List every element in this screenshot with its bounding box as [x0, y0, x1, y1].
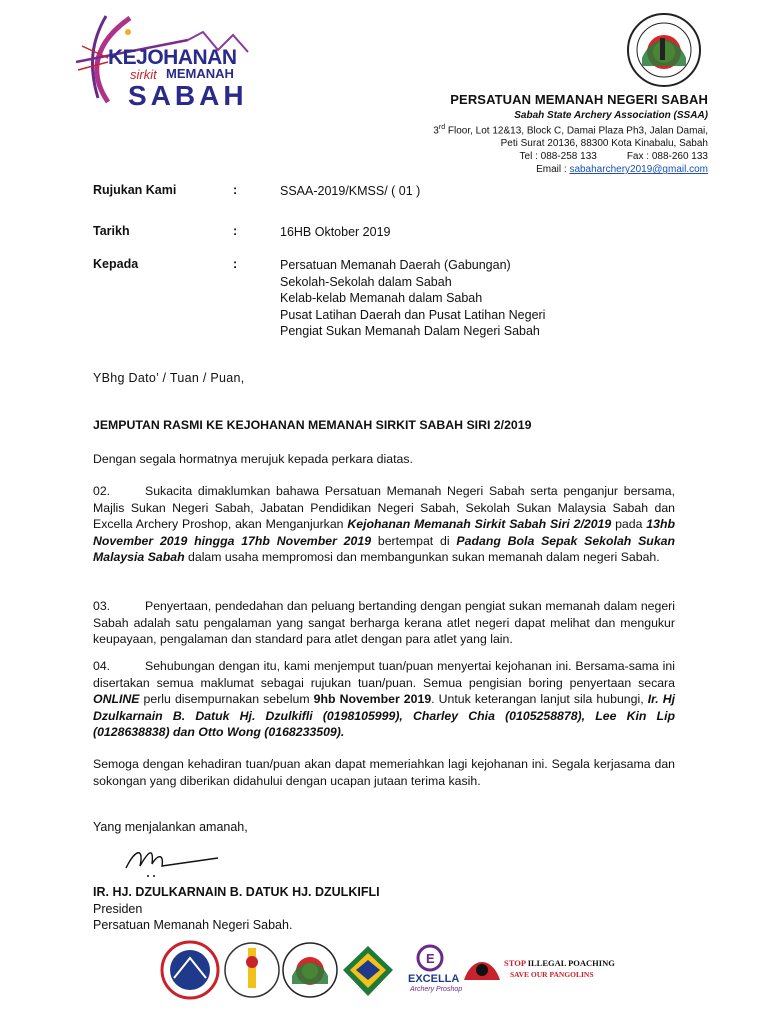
- ref-label: Rujukan Kami: [93, 183, 177, 197]
- org-phone: Tel : 088-258 133 Fax : 088-260 133: [519, 151, 708, 163]
- org-subtitle: Sabah State Archery Association (SSAA): [514, 110, 708, 121]
- closing-paragraph: Semoga dengan kehadiran tuan/puan akan dapat memeriahkan lagi kejohanan ini. Segala kerjasama dan sokongan yang diberikan didahului dengan ucapan jutaan terima kasih.: [93, 757, 675, 788]
- org-name: PERSATUAN MEMANAH NEGERI SABAH: [450, 92, 708, 107]
- seal-icon: [622, 12, 706, 88]
- recipient: Persatuan Memanah Daerah (Gabungan): [280, 258, 511, 272]
- recipient-list: [280, 257, 545, 340]
- sponsor-logos: [160, 940, 620, 1000]
- signer-org: Persatuan Memanah Negeri Sabah.: [93, 918, 293, 932]
- date-value: 16HB Oktober 2019: [280, 225, 391, 239]
- logo-text-memanah: MEMANAH: [166, 66, 234, 81]
- signer-title: Presiden: [93, 901, 143, 916]
- recipient: Kelab-kelab Memanah dalam Sabah: [280, 291, 483, 305]
- org-address-2: Peti Surat 20136, 88300 Kota Kinabalu, Sabah: [500, 138, 708, 150]
- letter-title: JEMPUTAN RASMI KE KEJOHANAN MEMANAH SIRKIT SABAH SIRI 2/2019: [93, 418, 532, 432]
- date-colon: :: [233, 224, 238, 238]
- excella-sub: Archery Proshop: [410, 986, 463, 993]
- svg-text:E: E: [426, 951, 435, 966]
- recipient: Pengiat Sukan Memanah Dalam Negeri Sabah: [280, 324, 540, 338]
- recipient: Pusat Latihan Daerah dan Pusat Latihan Negeri: [280, 307, 546, 322]
- to-label: Kepada: [93, 257, 139, 271]
- date-label: Tarikh: [93, 224, 130, 238]
- org-email: Email : sabaharchery2019@gmail.com: [536, 164, 708, 176]
- ssms-logo-icon: [343, 946, 393, 996]
- signer-block: [93, 884, 380, 934]
- intro-paragraph: Dengan segala hormatnya merujuk kepada perkara diatas.: [93, 452, 413, 466]
- signer-name: IR. HJ. DZULKARNAIN B. DATUK HJ. DZULKIFLI: [93, 885, 380, 899]
- paragraph-03: 03. Penyertaan, pendedahan dan peluang bertanding dengan pengiat sukan memanah dalam negeri Sabah adalah satu pengalaman yang sangat berharga kerana atlet negeri dapat melihat dan mengukur keupayaan, pengalaman dan standard para atlet dengan para atlet yang lain.: [93, 599, 675, 646]
- paragraph-04: 04. Sehubungan dengan itu, kami menjemput tuan/puan menyertai kejohanan ini. Bersama-sama ini disertakan semua maklumat sebagai rujukan tuan/puan. Semua pengisian boring penyertaan secara ONLINE perlu disempurnakan sebelum 9hb November 2019. Untuk keterangan lanjut sila hubungi, Ir. Hj Dzulkarnain B. Datuk Hj. Dzulkifli (0198105999), Charley Chia (0105258878), Lee Kin Lip (0128638838) dan Otto Wong (0168233509).: [93, 659, 675, 739]
- recipient: Sekolah-Sekolah dalam Sabah: [280, 274, 452, 289]
- association-seal: [622, 12, 706, 88]
- org-header: [348, 92, 708, 176]
- logo-text-sabah: SABAH: [128, 80, 248, 111]
- email-link[interactable]: sabaharchery2019@gmail.com: [569, 164, 708, 176]
- ssaa-logo-icon: [283, 943, 337, 997]
- msns-logo-icon: [162, 942, 218, 998]
- jpn-logo-icon: [225, 943, 279, 997]
- signature-icon: [118, 838, 228, 880]
- excella-logo-icon: [418, 946, 442, 970]
- paragraph-02: 02. Sukacita dimaklumkan bahawa Persatuan Memanah Negeri Sabah serta penganjur bersama, Majlis Sukan Negeri Sabah, Jabatan Pendidikan Negeri Sabah, Sekolah Sukan Malaysia Sabah dan Excella Archery Proshop, akan Menganjurkan Kejohanan Memanah Sirkit Sabah Siri 2/2019 pada 13hb November 2019 hingga 17hb November 2019 bertempat di Padang Bola Sepak Sekolah Sukan Malaysia Sabah dalam usaha mempromosi dan membangunkan sukan memanah dalam negeri Sabah.: [93, 484, 676, 564]
- ref-colon: :: [233, 183, 238, 197]
- signoff: Yang menjalankan amanah,: [93, 820, 248, 834]
- to-colon: :: [233, 257, 238, 271]
- excella-label: EXCELLA: [408, 973, 460, 985]
- logo-text-kejohanan: KEJOHANAN: [108, 46, 237, 69]
- greeting: YBhg Dato’ / Tuan / Puan,: [93, 371, 245, 385]
- org-address-1: 3rd Floor, Lot 12&13, Block C, Damai Plaza Ph3, Jalan Damai,: [433, 124, 708, 137]
- logo-text-sirkit: sirkit: [130, 67, 157, 82]
- pangolin-text: SAVE OUR PANGOLINS: [510, 970, 594, 979]
- event-logo: [68, 10, 268, 110]
- stop-poaching-text: STOP ILLEGAL POACHING: [504, 958, 615, 968]
- ref-value: SSAA-2019/KMSS/ ( 01 ): [280, 184, 421, 198]
